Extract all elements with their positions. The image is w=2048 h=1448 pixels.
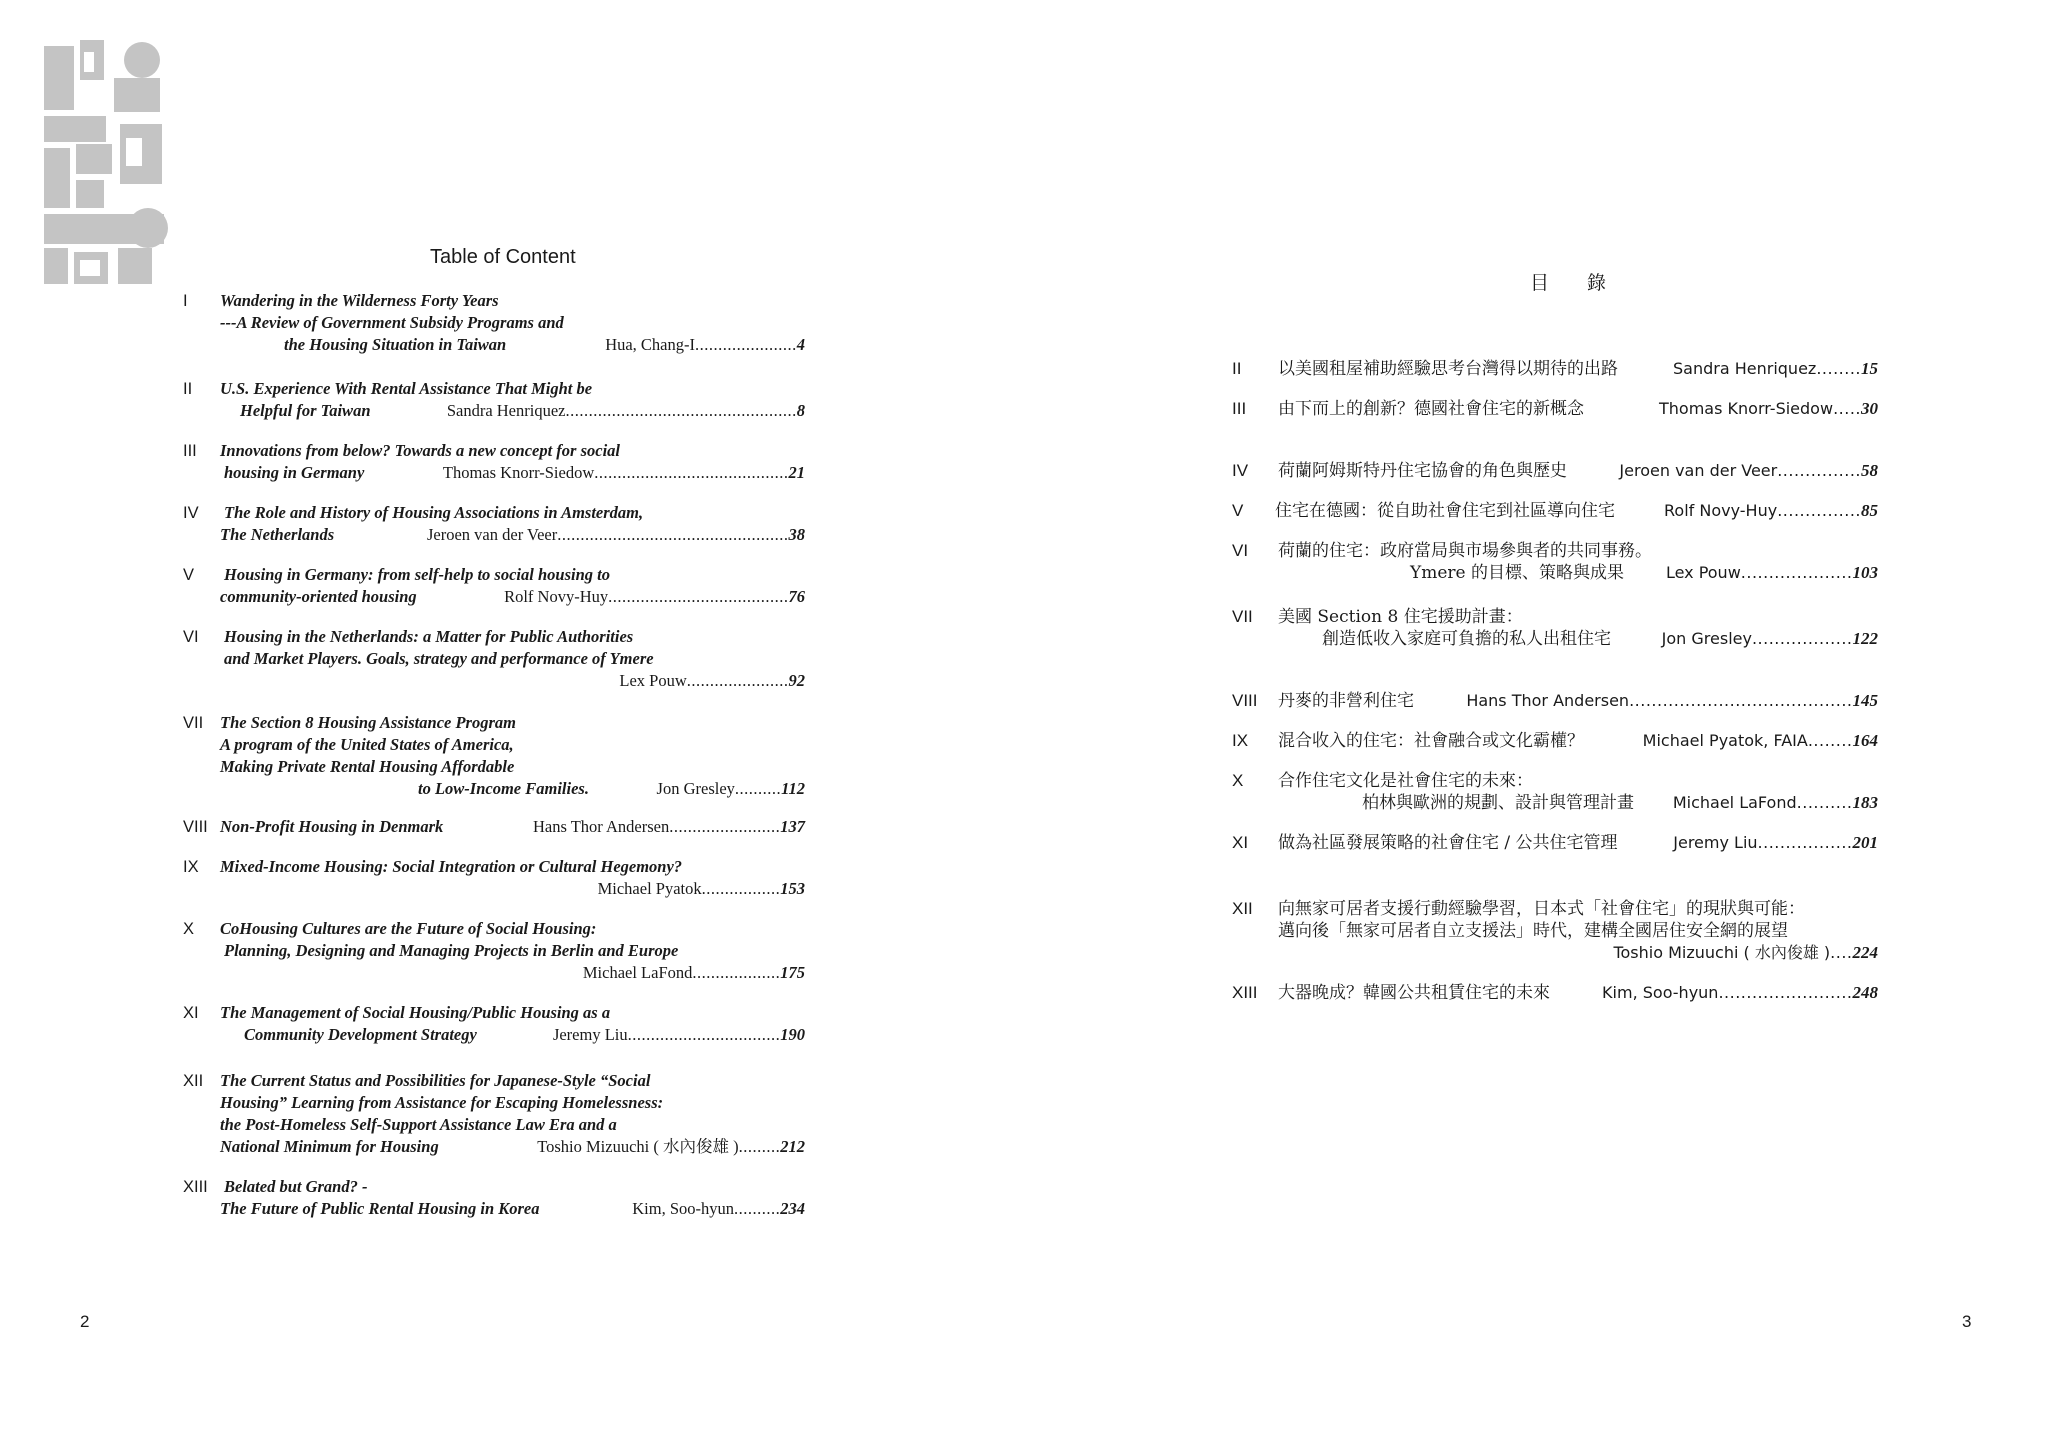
entry-line xyxy=(220,1092,663,1114)
toc-entry-chinese[interactable] xyxy=(1232,358,1878,380)
entry-leader: ...................... xyxy=(686,671,789,690)
entry-page-number: 175 xyxy=(780,963,805,982)
entry-author-line xyxy=(619,670,805,692)
toc-entry[interactable] xyxy=(183,1176,805,1220)
entry-author: Jon Gresley xyxy=(656,779,735,798)
entry-line xyxy=(220,856,682,878)
entry-line xyxy=(1362,792,1634,814)
entry-line xyxy=(220,816,443,838)
entry-line xyxy=(220,712,516,734)
entry-title: Helpful for Taiwan xyxy=(240,401,371,420)
entry-author: Hans Thor Andersen xyxy=(1466,691,1630,710)
entry-author: Toshio Mizuuchi ( 水內俊雄 ) xyxy=(1613,943,1831,962)
entry-title: Making Private Rental Housing Affordable xyxy=(220,757,515,776)
entry-line xyxy=(220,378,592,400)
entry-leader: ............... xyxy=(1777,461,1861,480)
entry-line xyxy=(1278,540,1652,562)
entry-title: 荷蘭的住宅：政府當局與市場參與者的共同事務。 xyxy=(1278,541,1652,561)
entry-number: IV xyxy=(183,504,199,522)
entry-title: The Role and History of Housing Associations in Amsterdam, xyxy=(224,503,644,522)
entry-author: Lex Pouw xyxy=(1665,563,1741,582)
entry-number: VI xyxy=(183,628,199,646)
toc-entry-chinese[interactable] xyxy=(1232,898,1878,964)
entry-page-number: 85 xyxy=(1861,501,1878,520)
entry-title: 美國 Section 8 住宅援助計畫： xyxy=(1278,607,1523,627)
entry-leader: ................... xyxy=(692,963,781,982)
entry-page-number: 76 xyxy=(788,587,805,606)
entry-leader: ................. xyxy=(701,879,781,898)
entry-number: VII xyxy=(1232,607,1253,626)
entry-author-line xyxy=(583,962,805,984)
entry-title: Belated but Grand? - xyxy=(224,1177,368,1196)
entry-page-number: 248 xyxy=(1852,983,1878,1002)
entry-number: X xyxy=(1232,771,1244,790)
toc-entry-chinese[interactable] xyxy=(1232,398,1878,420)
entry-number: I xyxy=(183,292,188,310)
entry-title: 丹麥的非營利住宅 xyxy=(1278,691,1414,711)
entry-title: 邁向後「無家可居者自立支援法」時代，建構全國居住安全網的展望 xyxy=(1278,921,1788,941)
entry-line xyxy=(220,1136,439,1158)
entry-number: IV xyxy=(1232,461,1249,480)
toc-entry-chinese[interactable] xyxy=(1232,730,1878,752)
entry-title: A program of the United States of America, xyxy=(220,735,514,754)
entry-title: housing in Germany xyxy=(224,463,365,482)
toc-entry-chinese[interactable] xyxy=(1232,770,1878,814)
entry-line xyxy=(224,940,678,962)
entry-leader: ................. xyxy=(1757,833,1853,852)
entry-title: 柏林與歐洲的規劃、設計與管理計畫 xyxy=(1362,793,1634,813)
toc-entry[interactable] xyxy=(183,712,805,800)
entry-number: VII xyxy=(183,714,204,732)
entry-line xyxy=(1278,982,1550,1004)
entry-leader: ......... xyxy=(738,1137,781,1156)
toc-entry[interactable] xyxy=(183,1002,805,1046)
entry-title: and Market Players. Goals, strategy and performance of Ymere xyxy=(224,649,654,668)
entry-author-line xyxy=(1673,832,1878,854)
entry-author-line xyxy=(1602,982,1878,1004)
entry-title: Housing in Germany: from self-help to social housing to xyxy=(224,565,610,584)
entry-line xyxy=(1322,628,1611,650)
entry-line xyxy=(224,1176,367,1198)
toc-entry-chinese[interactable] xyxy=(1232,500,1878,522)
entry-page-number: 4 xyxy=(796,335,805,354)
entry-number: V xyxy=(183,566,195,584)
toc-entry-chinese[interactable] xyxy=(1232,982,1878,1004)
entry-title: 住宅在德國：從自助社會住宅到社區導向住宅 xyxy=(1275,501,1615,521)
entry-number: III xyxy=(183,442,197,460)
entry-title: Ymere 的目標、策略與成果 xyxy=(1410,563,1624,583)
entry-author: Michael LaFond xyxy=(1672,793,1797,812)
entry-number: II xyxy=(183,380,193,398)
entry-title: 向無家可居者支援行動經驗學習，日本式「社會住宅」的現狀與可能： xyxy=(1278,899,1805,919)
entry-title: 大器晚成？韓國公共租賃住宅的未來 xyxy=(1278,983,1550,1003)
toc-heading: Table of Content xyxy=(430,246,576,268)
entry-page-number: 153 xyxy=(780,879,805,898)
entry-line xyxy=(1278,460,1567,482)
entry-title: 混合收入的住宅：社會融合或文化霸權？ xyxy=(1278,731,1584,751)
toc-entry[interactable] xyxy=(183,918,805,984)
toc-entry[interactable] xyxy=(183,290,805,356)
entry-author-line xyxy=(1643,730,1878,752)
entry-line xyxy=(220,524,334,546)
entry-author-line xyxy=(537,1136,805,1158)
entry-line xyxy=(224,462,364,484)
entry-author: Sandra Henriquez xyxy=(446,401,566,420)
entry-title: the Post-Homeless Self-Support Assistance Law Era and a xyxy=(220,1115,617,1134)
entry-author-line xyxy=(1619,460,1878,482)
entry-title: 荷蘭阿姆斯特丹住宅協會的角色與歷史 xyxy=(1278,461,1567,481)
entry-page-number: 201 xyxy=(1852,833,1878,852)
toc-entry-chinese[interactable] xyxy=(1232,460,1878,482)
entry-title: Community Development Strategy xyxy=(244,1025,477,1044)
entry-line xyxy=(1278,730,1584,752)
entry-number: VI xyxy=(1232,541,1249,560)
toc-entry[interactable] xyxy=(183,502,805,546)
entry-title: The Management of Social Housing/Public Housing as a xyxy=(220,1003,611,1022)
entry-leader: .................... xyxy=(1740,563,1853,582)
entry-author-line xyxy=(443,462,805,484)
entry-leader: ............... xyxy=(1777,501,1861,520)
entry-leader: .......................................... xyxy=(594,463,789,482)
entry-title: 以美國租屋補助經驗思考台灣得以期待的出路 xyxy=(1278,359,1618,379)
entry-leader: .......... xyxy=(734,1199,781,1218)
entry-page-number: 137 xyxy=(780,817,805,836)
entry-title: Wandering in the Wilderness Forty Years xyxy=(220,291,499,310)
entry-author-line xyxy=(1673,358,1878,380)
entry-author: Rolf Novy-Huy xyxy=(1664,501,1778,520)
entry-number: XIII xyxy=(1232,983,1258,1002)
entry-line xyxy=(220,440,620,462)
entry-author: Michael Pyatok, FAIA xyxy=(1642,731,1808,750)
entry-leader: .................................................. xyxy=(557,525,789,544)
entry-title: Planning, Designing and Managing Projects in Berlin and Europe xyxy=(224,941,679,960)
entry-title: 創造低收入家庭可負擔的私人出租住宅 xyxy=(1322,629,1611,649)
entry-title: 由下而上的創新？德國社會住宅的新概念 xyxy=(1278,399,1584,419)
entry-line xyxy=(1410,562,1624,584)
entry-author: Jeroen van der Veer xyxy=(1619,461,1778,480)
entry-title: U.S. Experience With Rental Assistance That Might be xyxy=(220,379,593,398)
entry-leader: ................................. xyxy=(627,1025,781,1044)
entry-line xyxy=(1278,770,1533,792)
entry-title: 做為社區發展策略的社會住宅 / 公共住宅管理 xyxy=(1278,833,1618,853)
entry-number: IX xyxy=(1232,731,1249,750)
entry-leader: ...................... xyxy=(695,335,797,354)
entry-title: community-oriented housing xyxy=(220,587,417,606)
entry-number: II xyxy=(1232,359,1242,378)
entry-title: The Section 8 Housing Assistance Program xyxy=(220,713,516,732)
entry-author: Thomas Knorr-Siedow xyxy=(442,463,595,482)
entry-number: III xyxy=(1232,399,1247,418)
entry-line xyxy=(1278,920,1788,942)
entry-title: to Low-Income Families. xyxy=(418,779,589,798)
entry-number: XII xyxy=(1232,899,1253,918)
entry-page-number: 15 xyxy=(1861,359,1878,378)
entry-line xyxy=(220,1114,617,1136)
entry-title: Housing in the Netherlands: a Matter for Public Authorities xyxy=(224,627,634,646)
entry-page-number: 58 xyxy=(1861,461,1878,480)
entry-author: Kim, Soo-hyun xyxy=(1602,983,1719,1002)
entry-author: Sandra Henriquez xyxy=(1673,359,1817,378)
publisher-logo xyxy=(40,38,180,288)
entry-number: V xyxy=(1232,501,1244,520)
entry-leader: ........................................ xyxy=(1629,691,1853,710)
entry-title: National Minimum for Housing xyxy=(220,1137,439,1156)
entry-page-number: 38 xyxy=(788,525,805,544)
entry-leader: ........ xyxy=(1816,359,1861,378)
entry-line xyxy=(224,648,654,670)
entry-author: Hans Thor Andersen xyxy=(532,817,670,836)
toc-entry[interactable] xyxy=(183,564,805,608)
entry-page-number: 103 xyxy=(1852,563,1878,582)
entry-line xyxy=(224,564,610,586)
entry-author-line xyxy=(657,778,805,800)
entry-title: CoHousing Cultures are the Future of Social Housing: xyxy=(220,919,597,938)
entry-line xyxy=(1278,358,1618,380)
entry-line xyxy=(284,334,506,356)
toc-entry-chinese[interactable] xyxy=(1232,832,1878,854)
entry-number: VIII xyxy=(1232,691,1258,710)
entry-line xyxy=(220,734,514,756)
entry-title: Mixed-Income Housing: Social Integration or Cultural Hegemony? xyxy=(220,857,683,876)
entry-author: Hua, Chang-I xyxy=(605,335,695,354)
entry-number: IX xyxy=(183,858,199,876)
toc-entry-chinese[interactable] xyxy=(1232,690,1878,712)
page-number-left: 2 xyxy=(80,1312,90,1331)
entry-page-number: 224 xyxy=(1852,943,1878,962)
entry-leader: ....................................... xyxy=(608,587,789,606)
entry-title: The Netherlands xyxy=(220,525,335,544)
entry-line xyxy=(224,502,643,524)
entry-leader: ..... xyxy=(1833,399,1861,418)
entry-author: Thomas Knorr-Siedow xyxy=(1659,399,1834,418)
toc-entry[interactable] xyxy=(183,626,805,692)
entry-page-number: 122 xyxy=(1852,629,1878,648)
toc-entry[interactable] xyxy=(183,1070,805,1158)
toc-entry-chinese[interactable] xyxy=(1232,606,1878,650)
entry-leader: .... xyxy=(1830,943,1853,962)
entry-leader: .................................................. xyxy=(565,401,797,420)
entry-page-number: 190 xyxy=(780,1025,805,1044)
entry-author: Jeremy Liu xyxy=(1673,833,1758,852)
toc-entry[interactable] xyxy=(183,440,805,484)
toc-entry[interactable] xyxy=(183,378,805,422)
page-number-right: 3 xyxy=(1962,1312,1972,1331)
entry-author: Jeremy Liu xyxy=(552,1025,628,1044)
entry-line xyxy=(220,312,564,334)
entry-title: Housing” Learning from Assistance for Escaping Homelessness: xyxy=(220,1093,664,1112)
entry-page-number: 92 xyxy=(788,671,805,690)
entry-page-number: 164 xyxy=(1852,731,1878,750)
entry-author-line xyxy=(1662,628,1878,650)
entry-page-number: 112 xyxy=(781,779,805,798)
entry-author-line xyxy=(427,524,805,546)
entry-line xyxy=(244,1024,477,1046)
toc-entry[interactable] xyxy=(183,816,805,838)
toc-entry[interactable] xyxy=(183,856,805,900)
entry-author: Kim, Soo-hyun xyxy=(632,1199,734,1218)
entry-title: ---A Review of Government Subsidy Programs and xyxy=(220,313,564,332)
toc-entry-chinese[interactable] xyxy=(1232,540,1878,584)
entry-line xyxy=(240,400,371,422)
entry-line xyxy=(220,756,514,778)
entry-line xyxy=(220,1002,610,1024)
entry-page-number: 183 xyxy=(1852,793,1878,812)
entry-number: XII xyxy=(183,1072,204,1090)
entry-author-line xyxy=(533,816,805,838)
entry-line xyxy=(220,1070,650,1092)
entry-title: Innovations from below? Towards a new concept for social xyxy=(220,441,621,460)
entry-number: X xyxy=(183,920,195,938)
entry-author-line xyxy=(605,334,805,356)
entry-line xyxy=(220,586,417,608)
entry-line xyxy=(224,626,633,648)
entry-author: Jon Gresley xyxy=(1661,629,1752,648)
entry-author-line xyxy=(447,400,805,422)
entry-line xyxy=(1278,606,1523,628)
entry-author-line xyxy=(632,1198,805,1220)
entry-title: The Future of Public Rental Housing in Korea xyxy=(220,1199,540,1218)
entry-page-number: 212 xyxy=(780,1137,805,1156)
entry-leader: ........................ xyxy=(669,817,781,836)
entry-page-number: 30 xyxy=(1861,399,1878,418)
entry-title: the Housing Situation in Taiwan xyxy=(284,335,507,354)
entry-number: VIII xyxy=(183,818,208,836)
entry-author-line xyxy=(1664,500,1878,522)
entry-line xyxy=(1278,898,1805,920)
entry-leader: .................. xyxy=(1751,629,1853,648)
toc-heading-chinese: 目 錄 xyxy=(1530,272,1623,294)
entry-leader: .......... xyxy=(1796,793,1853,812)
entry-line xyxy=(220,1198,540,1220)
entry-line xyxy=(1278,832,1618,854)
entry-leader: ........ xyxy=(1807,731,1853,750)
entry-leader: .......... xyxy=(734,779,782,798)
entry-author: Michael LaFond xyxy=(582,963,693,982)
entry-line xyxy=(418,778,589,800)
entry-author: Rolf Novy-Huy xyxy=(504,587,609,606)
entry-author-line xyxy=(1666,562,1878,584)
entry-author: Jeroen van der Veer xyxy=(426,525,558,544)
entry-line xyxy=(220,918,596,940)
entry-number: XI xyxy=(1232,833,1249,852)
entry-number: XIII xyxy=(183,1178,208,1196)
entry-line xyxy=(1278,690,1414,712)
entry-author: Michael Pyatok xyxy=(597,879,702,898)
entry-leader: ........................ xyxy=(1718,983,1853,1002)
entry-author-line xyxy=(1659,398,1878,420)
entry-author-line xyxy=(598,878,805,900)
entry-author-line xyxy=(504,586,805,608)
entry-line xyxy=(220,290,499,312)
entry-page-number: 8 xyxy=(796,401,805,420)
entry-number: XI xyxy=(183,1004,199,1022)
entry-page-number: 145 xyxy=(1852,691,1878,710)
entry-author-line xyxy=(553,1024,805,1046)
entry-page-number: 234 xyxy=(780,1199,805,1218)
entry-author-line xyxy=(1613,942,1878,964)
entry-line xyxy=(1275,500,1615,522)
entry-author-line xyxy=(1673,792,1878,814)
entry-author: Lex Pouw xyxy=(619,671,687,690)
entry-title: The Current Status and Possibilities for Japanese-Style “Social xyxy=(220,1071,651,1090)
entry-page-number: 21 xyxy=(788,463,805,482)
entry-title: 合作住宅文化是社會住宅的未來： xyxy=(1278,771,1533,791)
entry-title: Non-Profit Housing in Denmark xyxy=(220,817,444,836)
entry-line xyxy=(1278,398,1584,420)
entry-author: Toshio Mizuuchi ( 水內俊雄 ) xyxy=(537,1137,739,1156)
entry-author-line xyxy=(1466,690,1878,712)
